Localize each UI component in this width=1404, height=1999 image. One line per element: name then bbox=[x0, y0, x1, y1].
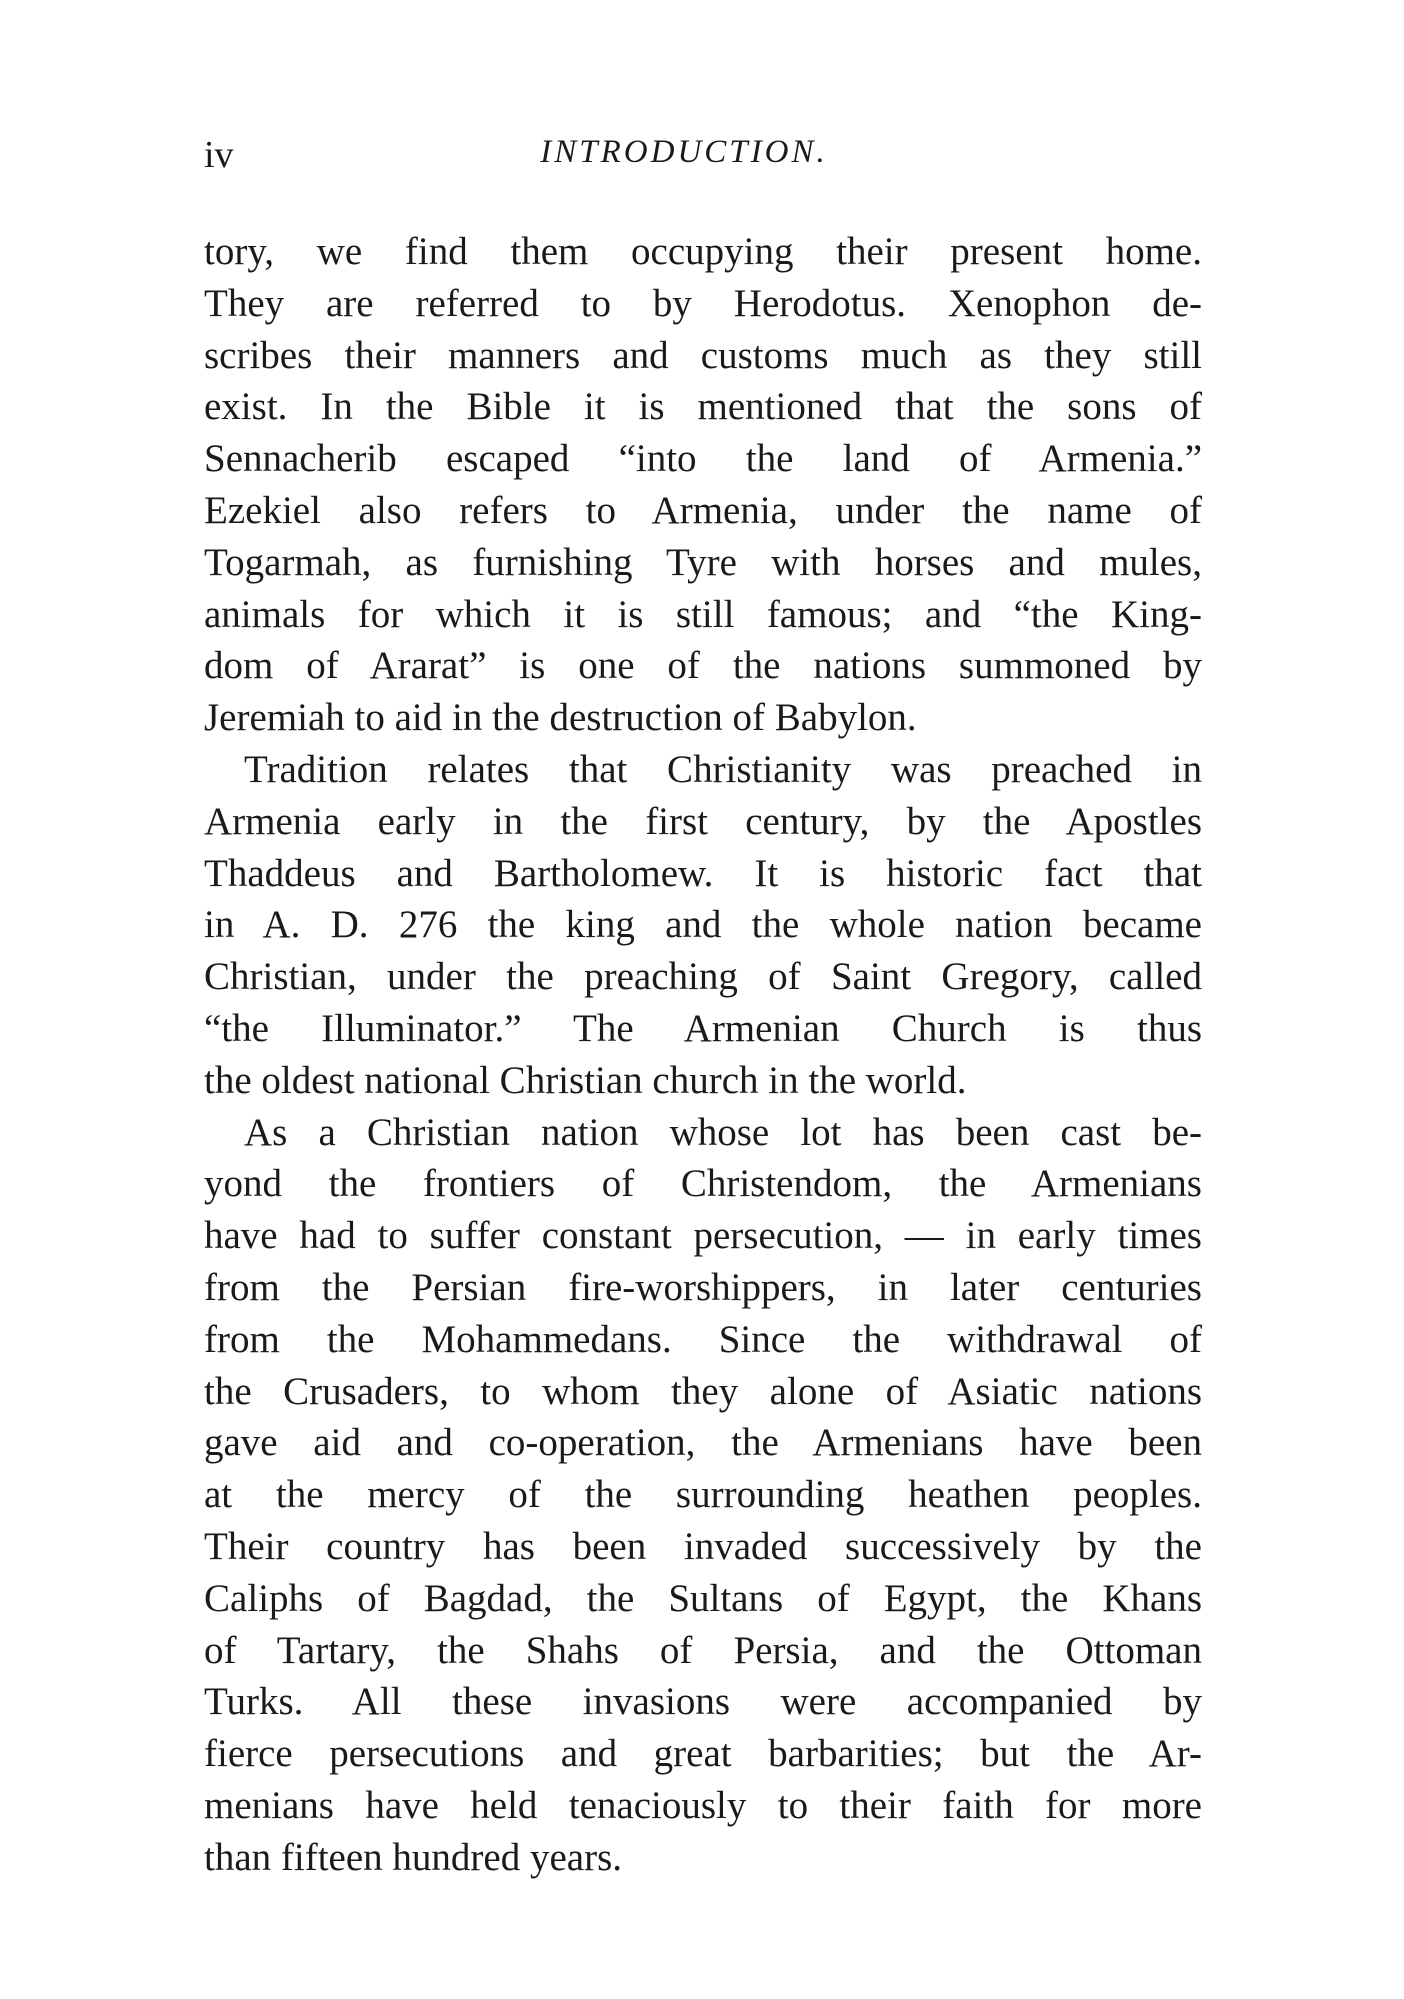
text-line: Togarmah, as furnishing Tyre with horses and mules, bbox=[204, 540, 1202, 584]
text-line: Their country has been invaded successively by the bbox=[204, 1524, 1202, 1568]
text-line: Tradition relates that Christianity was preached in bbox=[244, 747, 1202, 791]
text-line: Sennacherib escaped “into the land of Armenia.” bbox=[204, 437, 1202, 481]
text-line: yond the frontiers of Christendom, the Armenians bbox=[204, 1162, 1202, 1206]
text-line: the oldest national Christian church in the world. bbox=[204, 1058, 967, 1102]
paragraph bbox=[204, 744, 1202, 1107]
text-line: “the Illuminator.” The Armenian Church is thus bbox=[204, 1006, 1202, 1050]
text-line: of Tartary, the Shahs of Persia, and the Ottoman bbox=[204, 1628, 1202, 1672]
text-line: the Crusaders, to whom they alone of Asiatic nations bbox=[204, 1369, 1202, 1413]
text-line: animals for which it is still famous; and “the King- bbox=[204, 592, 1202, 636]
text-line: Turks. All these invasions were accompanied by bbox=[204, 1680, 1202, 1724]
text-line: Jeremiah to aid in the destruction of Babylon. bbox=[204, 696, 917, 740]
page-number: iv bbox=[204, 134, 234, 176]
text-line: have had to suffer constant persecution, — in early times bbox=[204, 1214, 1202, 1258]
text-line: from the Persian fire-worshippers, in later centuries bbox=[204, 1265, 1202, 1309]
text-line: Christian, under the preaching of Saint Gregory, called bbox=[204, 955, 1202, 999]
text-line: gave aid and co-operation, the Armenians have been bbox=[204, 1421, 1202, 1465]
text-line: Thaddeus and Bartholomew. It is historic fact that bbox=[204, 851, 1202, 895]
body-text bbox=[204, 226, 1202, 1884]
running-head: INTRODUCTION. bbox=[540, 134, 828, 170]
text-line: tory, we find them occupying their present home. bbox=[204, 230, 1202, 273]
text-line: Ezekiel also refers to Armenia, under the name of bbox=[204, 488, 1202, 532]
text-line: fierce persecutions and great barbarities; but the Ar- bbox=[204, 1732, 1202, 1776]
text-line: menians have held tenaciously to their faith for more bbox=[204, 1783, 1202, 1827]
text-line: than fifteen hundred years. bbox=[204, 1835, 622, 1879]
text-line: They are referred to by Herodotus. Xenophon de- bbox=[204, 281, 1202, 325]
paragraph bbox=[204, 226, 1202, 744]
text-line: from the Mohammedans. Since the withdrawal of bbox=[204, 1317, 1202, 1361]
text-line: Armenia early in the first century, by the Apostles bbox=[204, 799, 1202, 843]
text-line: at the mercy of the surrounding heathen peoples. bbox=[204, 1473, 1202, 1517]
text-line: exist. In the Bible it is mentioned that the sons of bbox=[204, 385, 1202, 429]
text-line: in A. D. 276 the king and the whole nation became bbox=[204, 903, 1202, 947]
text-line: scribes their manners and customs much as they still bbox=[204, 333, 1202, 377]
text-line: As a Christian nation whose lot has been cast be- bbox=[244, 1110, 1202, 1154]
text-line: Caliphs of Bagdad, the Sultans of Egypt, the Khans bbox=[204, 1576, 1202, 1620]
paragraph bbox=[204, 1107, 1202, 1884]
page-header bbox=[204, 128, 1204, 188]
text-line: dom of Ararat” is one of the nations summoned by bbox=[204, 644, 1202, 688]
